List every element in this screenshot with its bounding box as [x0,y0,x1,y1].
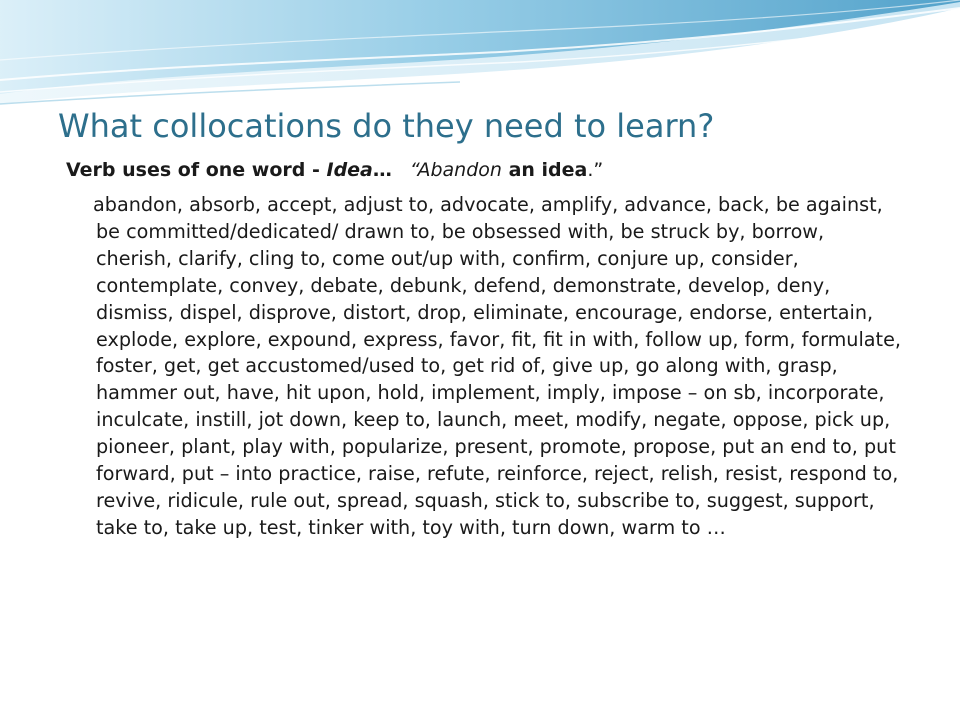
subtitle-lead: Verb uses of one word - [66,159,327,181]
subtitle-ellipsis: … [372,159,392,181]
subtitle-example-rest: an idea [501,159,588,181]
header-wave-decoration [0,0,960,120]
subtitle-open-quote: “ [409,159,418,181]
subtitle-close-quote: .” [587,159,604,181]
collocation-list: abandon, absorb, accept, adjust to, advocate, amplify, advance, back, be against, be committed/dedicated/ drawn to, be obsessed with, be struck by, borrow, cherish, clarify, cling to, come out/up with, confirm, conjure up, consider, contemplate, convey, debate, debunk, defend, demonstrate, develop, deny, dismiss, dispel, disprove, distort, drop, eliminate, encourage, endorse, entertain, explode, explore, expound, express, favor, fit, fit in with, follow up, form, formulate, foster, get, get accustomed/used to, get rid of, give up, go along with, grasp, hammer out, have, hit upon, hold, implement, imply, impose – on sb, incorporate, inculcate, instill, jot down, keep to, launch, meet, modify, negate, oppose, pick up, pioneer, plant, play with, popularize, present, promote, propose, put an end to, put forward, put – into practice, raise, refute, reinforce, reject, relish, resist, respond to, revive, ridicule, rule out, spread, squash, stick to, subscribe to, suggest, support, take to, take up, test, tinker with, toy with, turn down, warm to … [93,193,901,539]
slide-title: What collocations do they need to learn? [58,107,715,145]
subtitle-word: Idea [326,159,373,181]
slide-subtitle [66,157,603,183]
subtitle-example-verb: Abandon [417,159,502,181]
